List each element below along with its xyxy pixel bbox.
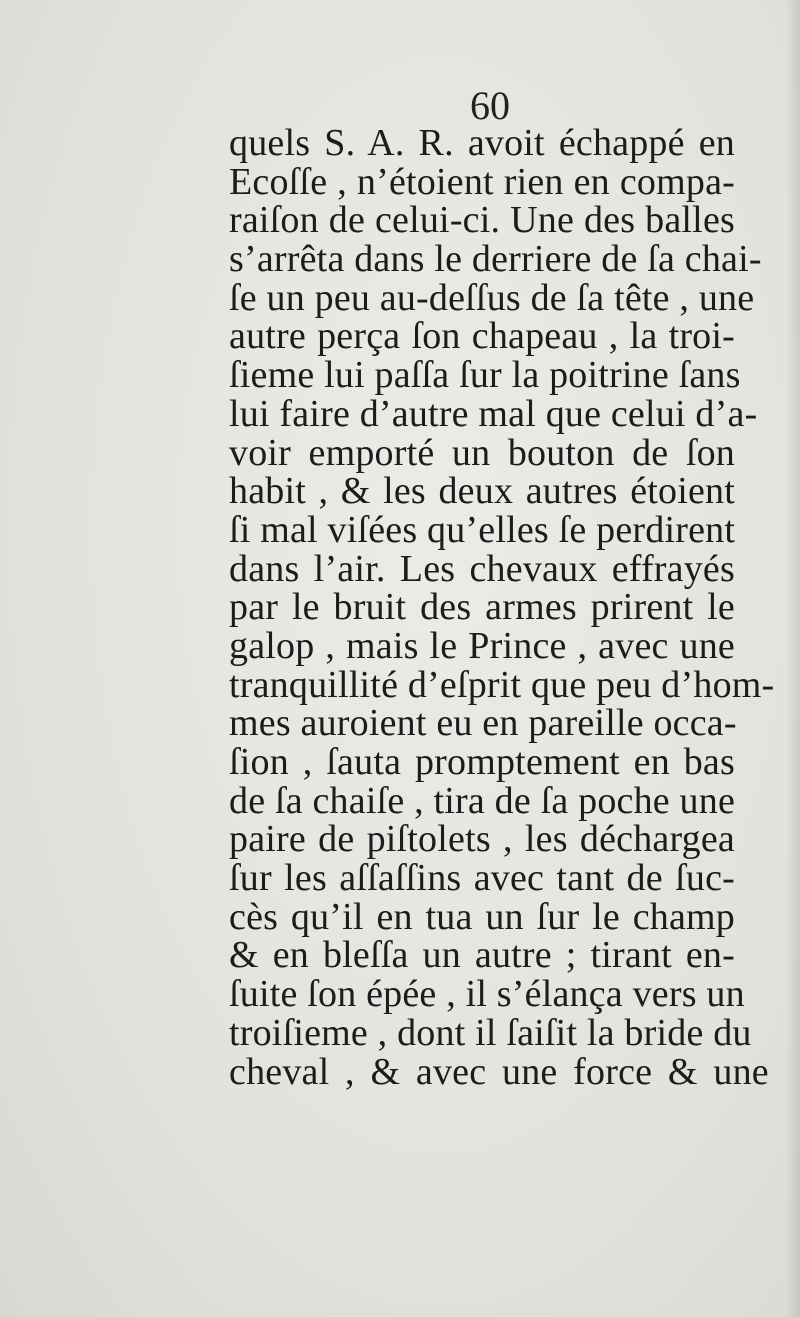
text-line: & en bleſſa un autre ; tirant en- (229, 934, 735, 977)
text-line: s’arrêta dans le derriere de ſa chai- (229, 238, 762, 281)
text-line: galop , mais le Prince , avec une (229, 624, 735, 667)
text-line: paire de piſtolets , les déchargea (229, 818, 735, 861)
text-line: habit , & les deux autres étoient (229, 470, 735, 513)
text-line: ſieme lui paſſa ſur la poitrine ſans (229, 354, 741, 397)
text-line: lui faire d’autre mal que celui d’a- (229, 392, 758, 435)
text-line: par le bruit des armes prirent le (229, 586, 735, 629)
text-line: cès qu’il en tua un ſur le champ (229, 895, 735, 938)
text-line: cheval , & avec une force & une (229, 1050, 769, 1093)
text-line: tranquillité d’eſprit que peu d’hom- (229, 663, 775, 706)
text-line: de ſa chaiſe , tira de ſa poche une (229, 779, 736, 822)
body-text (229, 122, 775, 1093)
text-line: Ecoſſe , n’étoient rien en compa- (229, 160, 735, 203)
text-line: voir emporté un bouton de ſon (229, 431, 735, 474)
text-line: autre perça ſon chapeau , la troi- (229, 315, 735, 358)
page-number: 60 (470, 83, 510, 128)
text-line: troiſieme , dont il ſaiſit la bride du (229, 1011, 752, 1054)
text-line: quels S. A. R. avoit échappé en (229, 122, 735, 164)
text-line: ſuite ſon épée , il s’élança vers un (229, 973, 745, 1016)
text-line: raiſon de celui-ci. Une des balles (229, 199, 735, 242)
text-line: ſe un peu au-deſſus de ſa tête , une (229, 276, 755, 319)
text-line: mes auroient eu en pareille occa- (229, 702, 737, 745)
page-edge-shadow (786, 0, 800, 1317)
text-line: dans l’air. Les chevaux effrayés (229, 547, 735, 590)
text-line: ſion , ſauta promptement en bas (229, 741, 735, 783)
text-line: ſi mal viſées qu’elles ſe perdirent (229, 508, 736, 551)
text-line: ſur les aſſaſſins avec tant de ſuc- (229, 857, 735, 900)
